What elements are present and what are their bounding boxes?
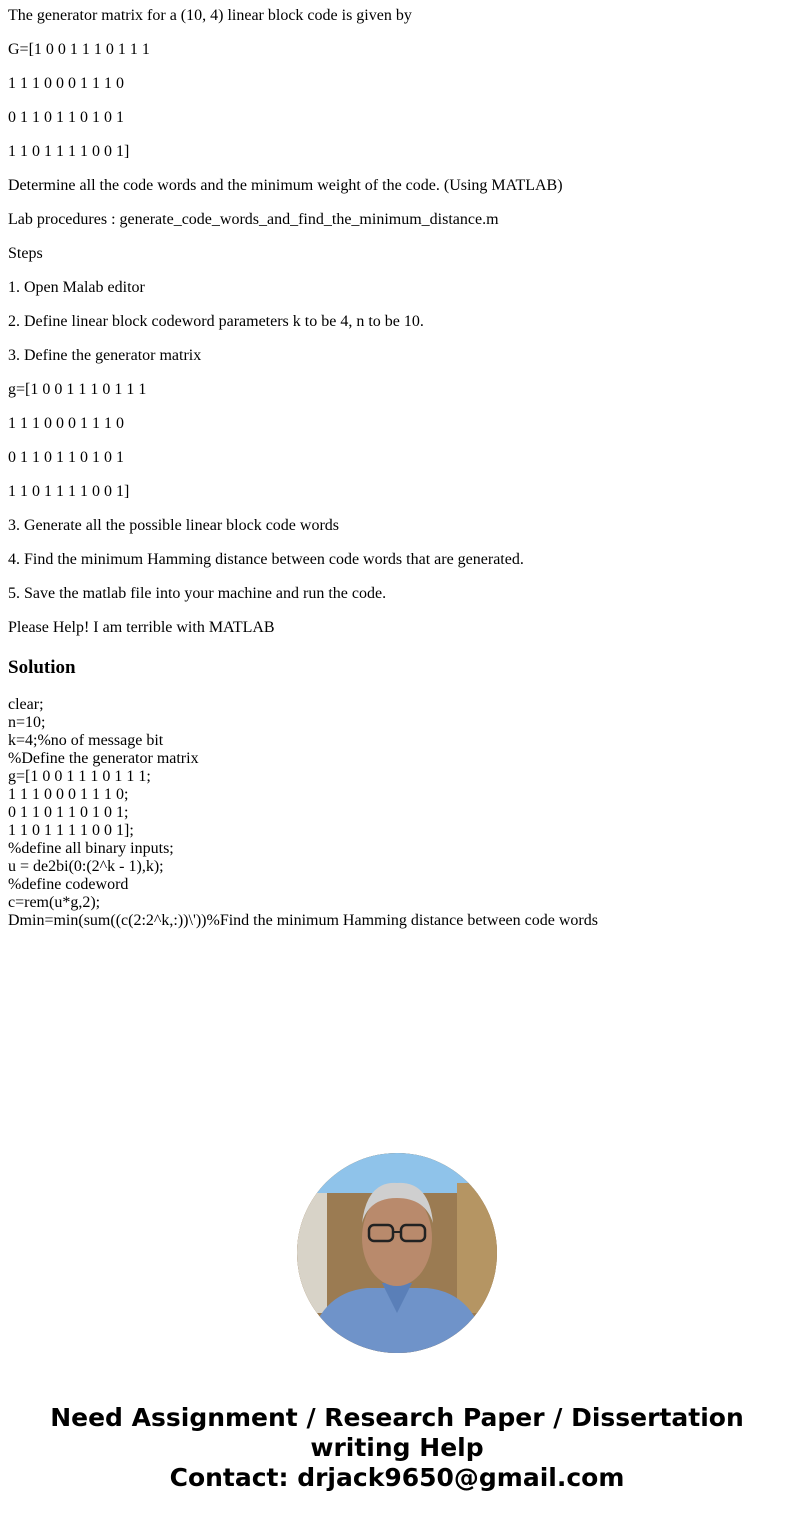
code-line: %define all binary inputs; bbox=[8, 840, 174, 857]
question-paragraph: 0 1 1 0 1 1 0 1 0 1 bbox=[8, 449, 124, 466]
code-line: %define codeword bbox=[8, 876, 129, 893]
question-paragraph: 1. Open Malab editor bbox=[8, 279, 145, 296]
footer-banner bbox=[0, 1403, 794, 1493]
author-photo bbox=[297, 1153, 497, 1353]
footer-line-2: writing Help bbox=[310, 1433, 484, 1462]
code-line: Dmin=min(sum((c(2:2^k,:))\'))%Find the minimum Hamming distance between code words bbox=[8, 912, 598, 929]
question-paragraph: Steps bbox=[8, 245, 43, 262]
question-paragraph: 1 1 0 1 1 1 1 0 0 1] bbox=[8, 143, 130, 160]
question-paragraph: Please Help! I am terrible with MATLAB bbox=[8, 619, 275, 636]
footer-line-1: Need Assignment / Research Paper / Dissertation bbox=[50, 1403, 744, 1432]
code-line: n=10; bbox=[8, 714, 46, 731]
question-paragraph: 2. Define linear block codeword parameters k to be 4, n to be 10. bbox=[8, 313, 424, 330]
code-line: clear; bbox=[8, 696, 44, 713]
question-paragraph: The generator matrix for a (10, 4) linear block code is given by bbox=[8, 7, 412, 24]
code-line: %Define the generator matrix bbox=[8, 750, 199, 767]
question-paragraph: 1 1 0 1 1 1 1 0 0 1] bbox=[8, 483, 130, 500]
question-paragraph: G=[1 0 0 1 1 1 0 1 1 1 bbox=[8, 41, 150, 58]
question-paragraph: Lab procedures : generate_code_words_and_find_the_minimum_distance.m bbox=[8, 211, 499, 228]
question-paragraph: 3. Generate all the possible linear block code words bbox=[8, 517, 339, 534]
code-line: g=[1 0 0 1 1 1 0 1 1 1; bbox=[8, 768, 151, 785]
code-line: 1 1 0 1 1 1 1 0 0 1]; bbox=[8, 822, 134, 839]
code-line: 0 1 1 0 1 1 0 1 0 1; bbox=[8, 804, 129, 821]
solution-code bbox=[8, 696, 598, 930]
question-paragraph: 3. Define the generator matrix bbox=[8, 347, 202, 364]
question-paragraph: 1 1 1 0 0 0 1 1 1 0 bbox=[8, 75, 124, 92]
question-paragraph: 1 1 1 0 0 0 1 1 1 0 bbox=[8, 415, 124, 432]
code-line: 1 1 1 0 0 0 1 1 1 0; bbox=[8, 786, 129, 803]
solution-heading: Solution bbox=[8, 657, 76, 678]
question-paragraph: g=[1 0 0 1 1 1 0 1 1 1 bbox=[8, 381, 147, 398]
code-line: k=4;%no of message bit bbox=[8, 732, 164, 749]
question-text bbox=[0, 0, 794, 646]
code-line: c=rem(u*g,2); bbox=[8, 894, 101, 911]
question-paragraph: 4. Find the minimum Hamming distance between code words that are generated. bbox=[8, 551, 524, 568]
code-line: u = de2bi(0:(2^k - 1),k); bbox=[8, 858, 164, 875]
footer-contact: Contact: drjack9650@gmail.com bbox=[169, 1463, 625, 1492]
question-paragraph: 5. Save the matlab file into your machine and run the code. bbox=[8, 585, 387, 602]
question-paragraph: 0 1 1 0 1 1 0 1 0 1 bbox=[8, 109, 124, 126]
question-paragraph: Determine all the code words and the minimum weight of the code. (Using MATLAB) bbox=[8, 177, 563, 194]
